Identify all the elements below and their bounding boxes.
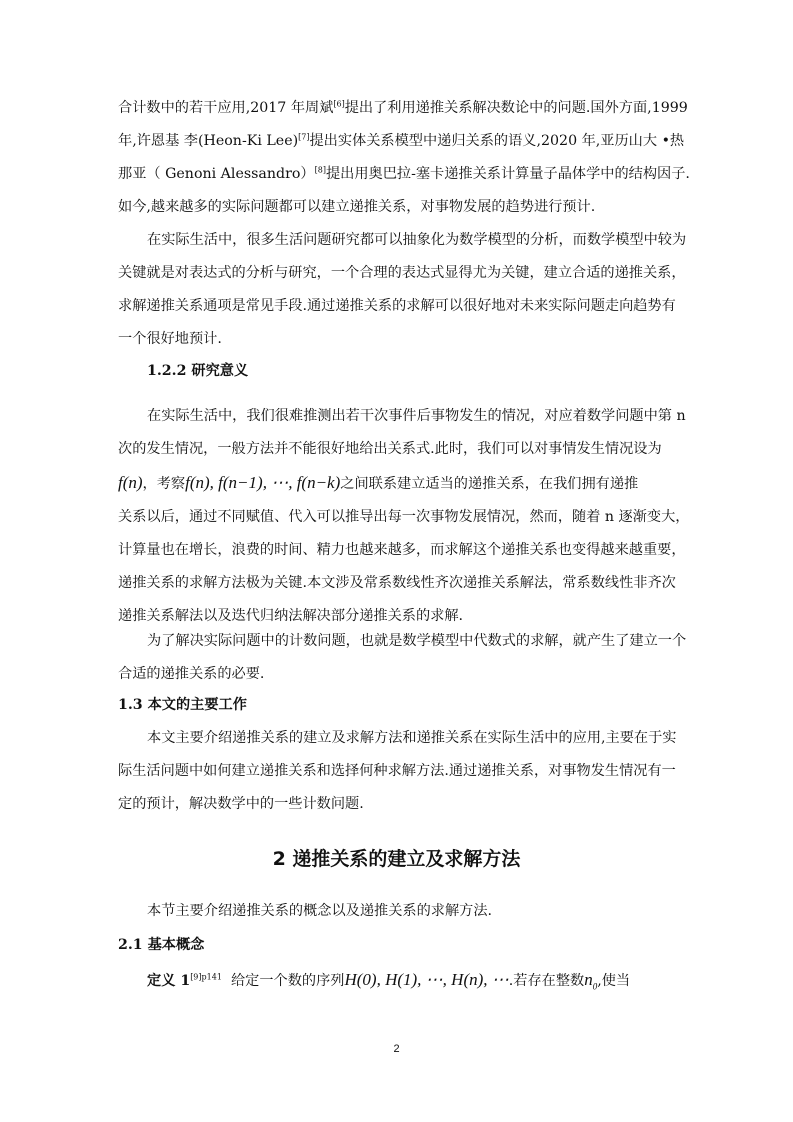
math-sequence: H(0), H(1), ⋯, H(n), ⋯ (344, 970, 509, 989)
text-line: 际生活问题中如何建立递推关系和选择何种求解方法.通过递推关系，对事物发生情况有一 (118, 763, 676, 779)
citation: [6] (333, 99, 345, 109)
text-line: 递推关系的求解方法极为关键.本文涉及常系数线性齐次递推关系解法，常系数线性非齐次 (118, 575, 676, 591)
definition-line: 定义 $1^{[9]p141}$ 给定一个数的序列H(0), H(1), ⋯, H(n), ⋯.若存在整数$n_0$,使当 (147, 970, 631, 992)
text-line: 在实际生活中，很多生活问题研究都可以抽象化为数学模型的分析，而数学模型中较为 (147, 232, 687, 248)
section-heading-1-2-2: 1.2.2 研究意义 (147, 363, 249, 379)
citation: [9]p141 (190, 972, 222, 982)
text-line: 求解递推关系通项是常见手段.通过递推关系的求解可以很好地对未来实际问题走向趋势有 (118, 298, 676, 314)
paragraph-modeling (118, 224, 687, 356)
paragraph-section-intro (118, 895, 678, 928)
definition-label: 定义 1 (147, 973, 191, 989)
text-line: 合计数中的若干应用,2017 年周斌[6]提出了利用递推关系解决数论中的问题.国外方面,1999 (118, 99, 688, 116)
text-line: 年,许恩基 李(Heon-Ki Lee)[7]提出实体关系模型中递归关系的语义,2020 年,亚历山大 •热 (118, 132, 685, 149)
text-line: 次的发生情况，一般方法并不能很好地给出关系式.此时，我们可以对事情发生情况设为 (118, 441, 662, 457)
citation: [7] (298, 132, 310, 142)
text-line: 那亚（ Genoni Alessandro）[8]提出用奥巴拉-塞卡递推关系计算量子晶体学中的结构因子. (118, 165, 690, 182)
paragraph-main-work (118, 722, 678, 821)
math-fn: f(n) (118, 473, 143, 492)
paragraph-purpose (118, 625, 687, 691)
citation: [8] (314, 165, 326, 175)
section-heading-2-1: 2.1 基本概念 (118, 937, 205, 953)
text-line: 在实际生活中，我们很难推测出若干次事件后事物发生的情况，对应着数学问题中第 n (147, 408, 686, 424)
text-line: 定的预计，解决数学中的一些计数问题. (118, 796, 364, 812)
text-line: 为了解决实际问题中的计数问题，也就是数学模型中代数式的求解，就产生了建立一个 (147, 633, 687, 649)
section-heading-1-3: 1.3 本文的主要工作 (118, 697, 247, 713)
page-number: 2 (393, 1043, 400, 1055)
paragraph-significance (118, 400, 690, 633)
text-line: 本节主要介绍递推关系的概念以及递推关系的求解方法. (147, 903, 493, 919)
text-line: 递推关系解法以及迭代归纳法解决部分递推关系的求解. (118, 608, 464, 624)
paragraph-definition (118, 963, 678, 998)
text-line: 计算量也在增长，浪费的时间、精力也越来越多，而求解这个递推关系也变得越来越重要， (118, 542, 686, 558)
text-line: 如今,越来越多的实际问题都可以建立递推关系，对事物发展的趋势进行预计. (118, 199, 596, 215)
text-line: 本文主要介绍递推关系的建立及求解方法和递推关系在实际生活中的应用,主要在于实 (147, 730, 677, 746)
text-line: 一个很好地预计. (118, 331, 222, 347)
text-line: 合适的递推关系的必要. (118, 666, 265, 682)
chapter-heading-2: 2 递推关系的建立及求解方法 (272, 848, 521, 870)
text-line: 关键就是对表达式的分析与研究，一个合理的表达式显得尤为关键，建立合适的递推关系， (118, 265, 686, 281)
text-line: 关系以后，通过不同赋值、代入可以推导出每一次事物发展情况，然而，随着 n 逐渐变大， (118, 509, 690, 525)
math-n0: $n_0$ (584, 970, 598, 992)
paragraph-background (118, 92, 690, 224)
math-fn-list: f(n), f(n−1), ⋯, f(n−k) (185, 473, 341, 492)
text-line-with-math: f(n)，考察f(n), f(n−1), ⋯, f(n−k)之间联系建立适当的递推关系，在我们拥有递推 (118, 473, 639, 492)
